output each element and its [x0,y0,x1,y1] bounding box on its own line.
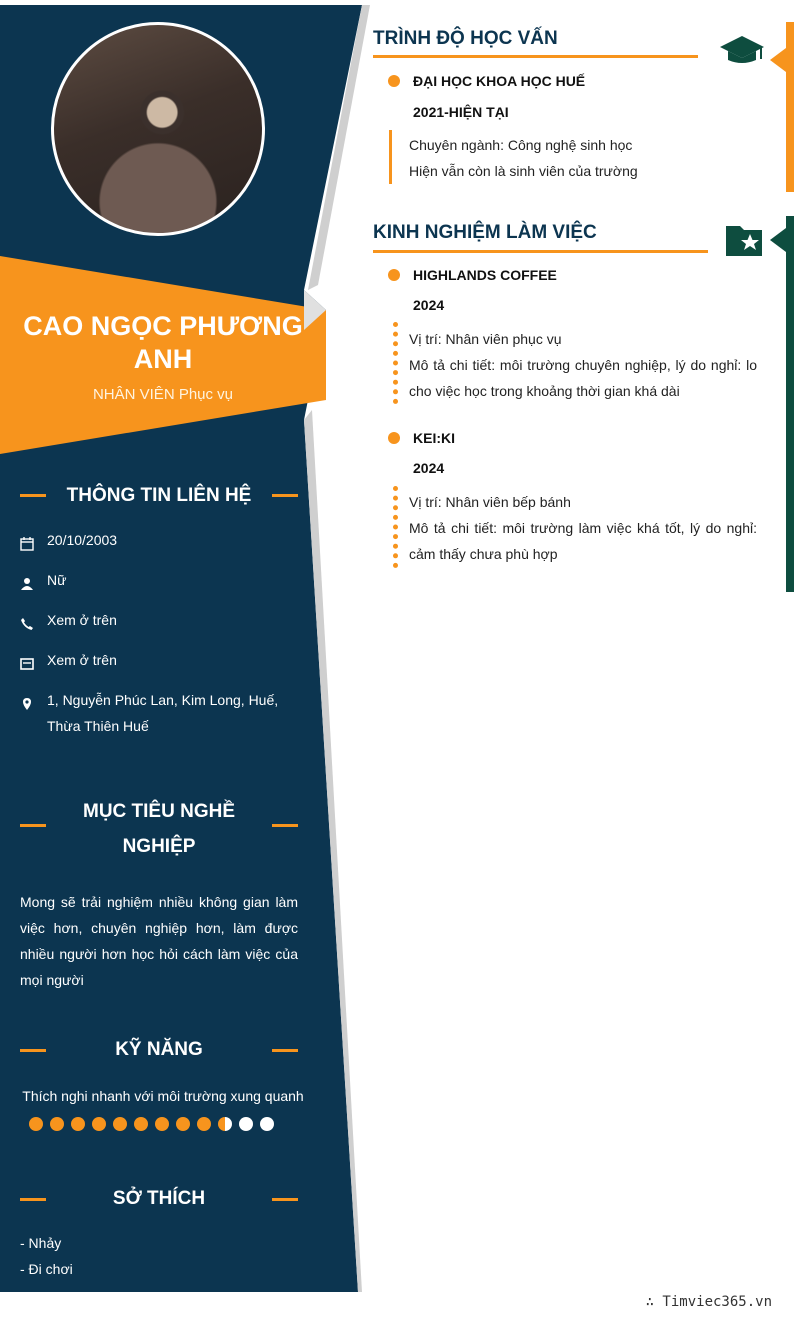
folder-star-icon [726,226,762,256]
experience-position: Vị trí: Nhân viên phục vụ [409,331,562,347]
experience-description: Mô tả chi tiết: môi trường làm việc khá tốt, lý do nghỉ: cảm thấy chưa phù hợp [409,520,757,562]
section-dash [272,1198,298,1201]
skill-dot [176,1117,190,1131]
contact-address: 1, Nguyễn Phúc Lan, Kim Long, Huế, Thừa Thiên Huế [20,687,310,739]
contact-title: THÔNG TIN LIÊN HỆ [66,485,252,506]
hobbies-title: SỞ THÍCH [112,1188,206,1209]
skill-dot [197,1117,211,1131]
education-edge-arrow [770,48,786,72]
experience-underline [373,250,708,253]
contact-gender: Nữ [20,567,310,599]
section-dash [272,494,298,497]
email-icon [20,647,47,679]
skill-dot [50,1117,64,1131]
timeline-bar [389,130,392,184]
timeline-dots [393,322,398,404]
education-detail: Hiện vẫn còn là sinh viên của trường [409,163,638,179]
full-name: CAO NGỌC PHƯƠNG ANH [23,311,303,374]
skill-dot [92,1117,106,1131]
skill-dot [71,1117,85,1131]
education-title: TRÌNH ĐỘ HỌC VẤN [373,28,558,49]
education-edge-bar [786,22,794,192]
hobby-item: - Nhảy [20,1235,62,1251]
graduation-cap-icon [720,36,764,63]
experience-time: 2024 [413,460,445,476]
skill-dot [260,1117,274,1131]
education-underline [373,55,698,58]
contact-phone: Xem ở trên [20,607,310,639]
contact-birthday: 20/10/2003 [20,527,310,559]
experience-time: 2024 [413,297,445,313]
education-detail: Chuyên ngành: Công nghệ sinh học [409,137,633,153]
timeline-dots [393,486,398,568]
phone-icon [20,607,47,639]
timeline-dot [388,432,400,444]
objective-text: Mong sẽ trải nghiệm nhiều không gian làm việc hơn, chuyên nghiệp hơn, làm được nhiều người hơn học hỏi cách làm việc của mọi người [20,894,298,988]
skill-dot [113,1117,127,1131]
skill-dot [239,1117,253,1131]
skill-dot [134,1117,148,1131]
experience-edge-bar [786,216,794,592]
avatar [51,22,265,236]
skill-rating [29,1117,274,1131]
skill-dot [29,1117,43,1131]
section-dash [272,824,298,827]
experience-edge-arrow [770,228,786,252]
experience-title: KINH NGHIỆM LÀM VIỆC [373,222,597,243]
experience-company: HIGHLANDS COFFEE [413,267,557,283]
skill-dot [155,1117,169,1131]
hobby-item: - Đi chơi [20,1261,73,1277]
objective-title: MỤC TIÊU NGHỀ NGHIỆP [83,801,235,857]
user-icon [20,567,47,599]
skill-name: Thích nghi nhanh với môi trường xung quanh [22,1088,304,1104]
education-school: ĐẠI HỌC KHOA HỌC HUẾ [413,73,586,89]
section-dash [272,1049,298,1052]
job-title: NHÂN VIÊN Phục vụ [92,386,234,403]
timeline-dot [388,269,400,281]
experience-company: KEI:KI [413,430,455,446]
education-time: 2021-HIỆN TẠI [413,104,509,120]
skill-dot [218,1117,232,1131]
timeline-dot [388,75,400,87]
contact-email: Xem ở trên [20,647,310,679]
footer-brand[interactable]: ∴ Timviec365.vn [645,1294,772,1310]
calendar-icon [20,527,47,559]
experience-description: Mô tả chi tiết: môi trường chuyên nghiệp, lý do nghỉ: lo cho việc học trong khoảng thời gian khá dài [409,357,757,399]
experience-position: Vị trí: Nhân viên bếp bánh [409,494,571,510]
skills-title: KỸ NĂNG [115,1039,203,1060]
location-icon [20,687,47,739]
